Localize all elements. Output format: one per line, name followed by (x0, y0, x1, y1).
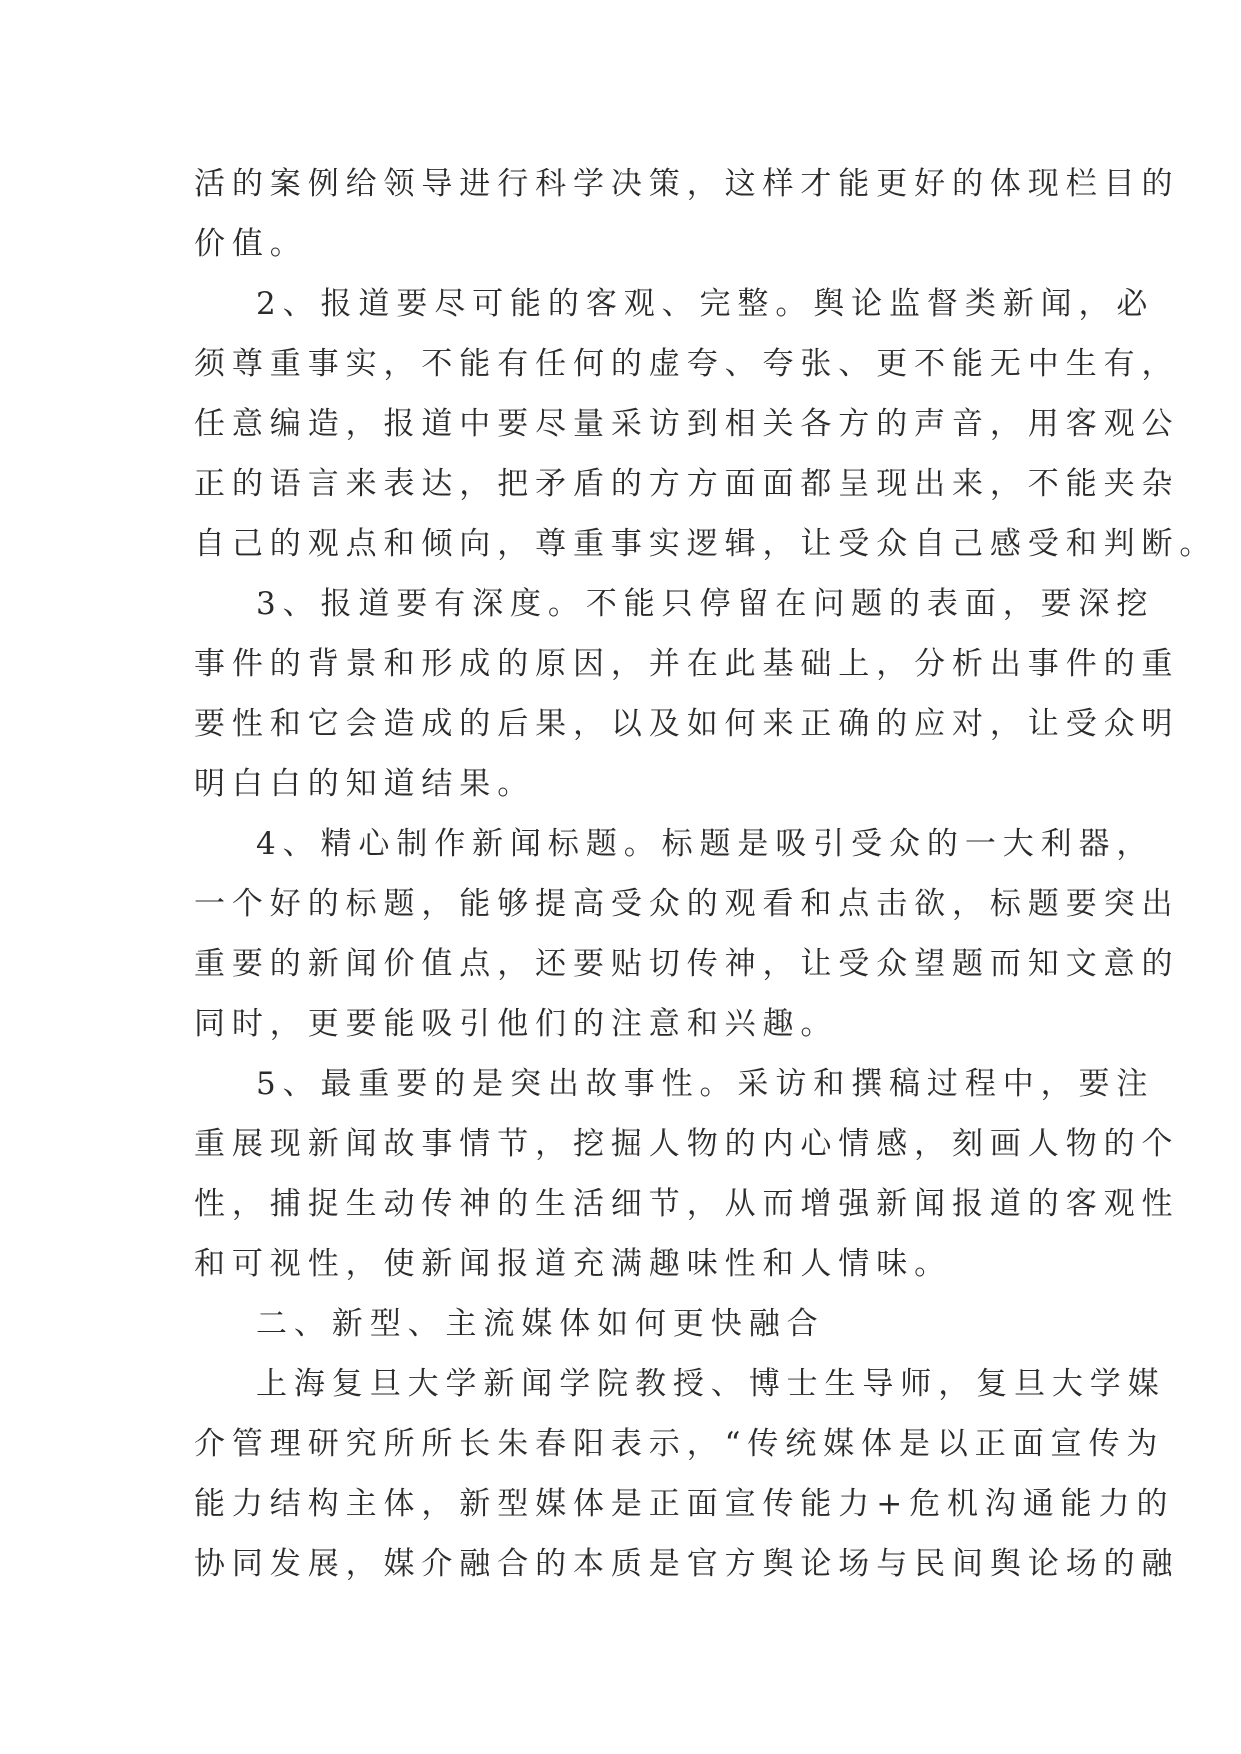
text-line: 同时，更要能吸引他们的注意和兴趣。 (194, 1006, 839, 1042)
text-line: 活的案例给领导进行科学决策，这样才能更好的体现栏目的 (194, 166, 1180, 202)
section-heading: 二、新型、主流媒体如何更快融合 (256, 1306, 825, 1342)
text-line: 任意编造，报道中要尽量采访到相关各方的声音，用客观公 (194, 406, 1180, 442)
text-line: 能力结构主体，新型媒体是正面宣传能力+危机沟通能力的 (194, 1486, 1175, 1522)
text-line: 一个好的标题，能够提高受众的观看和点击欲，标题要突出 (194, 886, 1180, 922)
text-line: 自己的观点和倾向，尊重事实逻辑，让受众自己感受和判断。 (194, 526, 1218, 562)
text-line: 重展现新闻故事情节，挖掘人物的内心情感，刻画人物的个 (194, 1126, 1180, 1162)
text-line: 价值。 (194, 226, 308, 262)
text-line: 协同发展，媒介融合的本质是官方舆论场与民间舆论场的融 (194, 1546, 1180, 1582)
paragraph-line-point-2: 2、报道要尽可能的客观、完整。舆论监督类新闻，必 (256, 286, 1155, 322)
paragraph-line-point-4: 4、精心制作新闻标题。标题是吸引受众的一大利器， (256, 826, 1155, 862)
text-line: 明白白的知道结果。 (194, 766, 536, 802)
text-line: 正的语言来表达，把矛盾的方方面面都呈现出来，不能夹杂 (194, 466, 1180, 502)
paragraph-line-point-5: 5、最重要的是突出故事性。采访和撰稿过程中，要注 (256, 1066, 1155, 1102)
text-line: 重要的新闻价值点，还要贴切传神，让受众望题而知文意的 (194, 946, 1180, 982)
paragraph-line-point-3: 3、报道要有深度。不能只停留在问题的表面，要深挖 (256, 586, 1155, 622)
paragraph-line: 上海复旦大学新闻学院教授、博士生导师，复旦大学媒 (256, 1366, 1166, 1402)
text-line: 性，捕捉生动传神的生活细节，从而增强新闻报道的客观性 (194, 1186, 1180, 1222)
text-line: 须尊重事实，不能有任何的虚夸、夸张、更不能无中生有， (194, 346, 1180, 382)
text-line: 事件的背景和形成的原因，并在此基础上，分析出事件的重 (194, 646, 1180, 682)
text-line: 介管理研究所所长朱春阳表示，“传统媒体是以正面宣传为 (194, 1426, 1165, 1462)
text-line: 和可视性，使新闻报道充满趣味性和人情味。 (194, 1246, 952, 1282)
text-line: 要性和它会造成的后果，以及如何来正确的应对，让受众明 (194, 706, 1180, 742)
